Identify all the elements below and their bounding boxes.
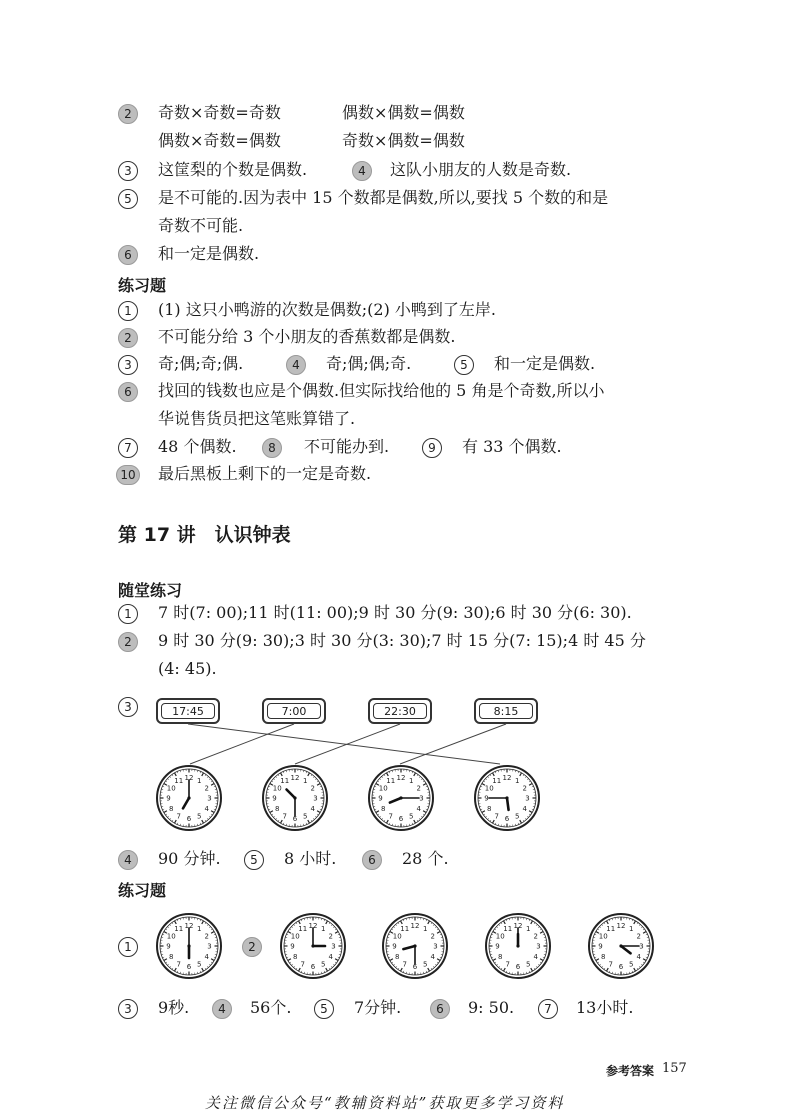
clock-numeral: 10 [392,932,402,941]
clock-numeral: 9 [598,942,603,951]
clock-numeral: 9 [392,942,397,951]
clock-numeral: 2 [328,932,333,941]
q2-line2b: 奇数×偶数=偶数 [342,131,465,150]
digital-clock-2-time: 7:00 [267,703,321,719]
q4-text: 这队小朋友的人数是奇数. [390,160,572,179]
clock-numeral: 8 [169,952,174,961]
p2-q5-number: 5 [314,999,334,1019]
clock-numeral: 10 [378,784,388,793]
c-q2-line1: 9 时 30 分(9: 30);3 时 30 分(3: 30);7 时 15 分(7: 15);4 时 45 分 [158,631,646,650]
p2-q1-number: 1 [118,937,138,957]
clock-numeral: 2 [636,932,641,941]
clock-numeral: 11 [280,776,290,785]
q2-number: 2 [118,104,138,124]
clock-numeral: 6 [398,815,404,824]
clock-numeral: 9 [166,942,171,951]
c-q1-number: 1 [118,604,138,624]
clock-numeral: 12 [396,774,406,783]
p2-q6-text: 9: 50. [468,998,515,1017]
clock-numeral: 5 [197,812,202,821]
clock-center [619,944,622,947]
clock-numeral: 11 [492,776,502,785]
footer-banner: 关注微信公众号“教辅资料站”获取更多学习资料 [205,1094,565,1112]
clock-numeral: 3 [639,942,644,951]
footer-section-label: 参考答案 [606,1064,655,1078]
chapter-title: 第 17 讲 认识钟表 [118,524,291,546]
clock-numeral: 2 [204,784,209,793]
clock-center [293,796,296,799]
clock-numeral: 12 [184,922,194,931]
hour-hand [507,798,509,810]
p1-q7-text: 48 个偶数. [158,437,237,456]
match-line-3 [295,724,400,764]
clock-center [187,796,190,799]
clock-numeral: 3 [331,942,336,951]
p1-q1-number: 1 [118,301,138,321]
clock-numeral: 2 [533,932,538,941]
p2-q4-number: 4 [212,999,232,1019]
clock-numeral: 3 [536,942,541,951]
p2-q2-number: 2 [242,937,262,957]
p1-q2-number: 2 [118,328,138,348]
q5-line2: 奇数不可能. [158,216,244,235]
clock-numeral: 6 [310,963,316,972]
clock-numeral: 1 [197,776,202,785]
p1-q8-text: 不可能办到. [304,437,390,456]
clock-numeral: 2 [430,932,435,941]
p1-q3-text: 奇;偶;奇;偶. [158,354,244,373]
q5-number: 5 [118,189,138,209]
p1-q9-text: 有 33 个偶数. [462,437,562,456]
clock-numeral: 10 [272,784,282,793]
q2-line1b: 偶数×偶数=偶数 [342,103,465,122]
clock-numeral: 8 [395,952,400,961]
clock-numeral: 10 [484,784,494,793]
digital-clock-1-time: 17:45 [161,703,215,719]
p1-q9-number: 9 [422,438,442,458]
c-q6-number: 6 [362,850,382,870]
clock-center [399,796,402,799]
analog-clock-8-30 [381,912,449,980]
q3-number: 3 [118,161,138,181]
clock-numeral: 8 [293,952,298,961]
analog-clock-5-45 [473,764,541,832]
clock-numeral: 11 [174,924,184,933]
q3-text: 这筐梨的个数是偶数. [158,160,308,179]
digital-clock-3-time: 22:30 [373,703,427,719]
clock-numeral: 1 [526,924,531,933]
analog-clock-7-00 [155,764,223,832]
clock-numeral: 5 [526,960,531,969]
clock-numeral: 9 [484,794,489,803]
clock-numeral: 1 [409,776,414,785]
clock-numeral: 12 [184,774,194,783]
c-q2-number: 2 [118,632,138,652]
page-number: 157 [662,1061,687,1076]
clock-numeral: 9 [272,794,277,803]
clock-numeral: 11 [606,924,616,933]
clock-numeral: 8 [169,804,174,813]
p1-q7-number: 7 [118,438,138,458]
clock-numeral: 4 [310,804,315,813]
p2-q6-number: 6 [430,999,450,1019]
clock-numeral: 9 [378,794,383,803]
clock-numeral: 12 [502,774,512,783]
clock-numeral: 12 [616,922,626,931]
clock-numeral: 9 [290,942,295,951]
p1-q5-number: 5 [454,355,474,375]
clock-center [516,944,519,947]
clock-numeral: 1 [423,924,428,933]
clock-numeral: 10 [166,932,176,941]
analog-clock-3-00 [279,912,347,980]
clock-numeral: 11 [400,924,410,933]
clock-numeral: 2 [416,784,421,793]
clock-numeral: 5 [515,812,520,821]
clock-numeral: 4 [533,952,538,961]
clock-numeral: 10 [495,932,505,941]
p1-q10-number: 10 [116,465,140,485]
clock-numeral: 4 [204,952,209,961]
clock-numeral: 4 [328,952,333,961]
practice-heading-2: 练习题 [118,881,167,900]
c-q4-text: 90 分钟. [158,849,221,868]
analog-clock-4-15 [587,912,655,980]
clock-numeral: 1 [197,924,202,933]
clock-numeral: 5 [321,960,326,969]
clock-numeral: 4 [204,804,209,813]
clock-numeral: 2 [522,784,527,793]
c-q5-text: 8 小时. [284,849,337,868]
match-line-2 [190,724,294,764]
clock-numeral: 1 [321,924,326,933]
c-q6-text: 28 个. [402,849,449,868]
clock-numeral: 3 [525,794,530,803]
clock-numeral: 7 [282,812,287,821]
p1-q4-number: 4 [286,355,306,375]
clock-numeral: 2 [310,784,315,793]
clock-numeral: 8 [487,804,492,813]
p2-q3-number: 3 [118,999,138,1019]
clock-numeral: 5 [303,812,308,821]
p1-q5-text: 和一定是偶数. [494,354,596,373]
analog-clock-8-15 [367,764,435,832]
clock-numeral: 8 [275,804,280,813]
clock-numeral: 6 [504,815,510,824]
clock-numeral: 7 [505,960,510,969]
clock-numeral: 9 [495,942,500,951]
clock-numeral: 6 [515,963,521,972]
q5-line1: 是不可能的.因为表中 15 个数都是偶数,所以,要找 5 个数的和是 [158,188,609,207]
analog-clock-6-00 [155,912,223,980]
q4-number: 4 [352,161,372,181]
clock-numeral: 7 [388,812,393,821]
p1-q2-text: 不可能分给 3 个小朋友的香蕉数都是偶数. [158,327,456,346]
clock-numeral: 12 [308,922,318,931]
c-q5-number: 5 [244,850,264,870]
clock-numeral: 5 [629,960,634,969]
clock-numeral: 3 [433,942,438,951]
p1-q10-text: 最后黑板上剩下的一定是奇数. [158,464,372,483]
clock-numeral: 12 [410,922,420,931]
p1-q4-text: 奇;偶;偶;奇. [326,354,412,373]
clock-numeral: 8 [498,952,503,961]
clock-numeral: 11 [174,776,184,785]
clock-numeral: 1 [629,924,634,933]
clock-numeral: 6 [618,963,624,972]
clock-numeral: 4 [522,804,527,813]
clock-numeral: 11 [298,924,308,933]
digital-clock-4-time: 8:15 [479,703,533,719]
p1-q6-number: 6 [118,382,138,402]
analog-clock-10-30 [261,764,329,832]
clock-numeral: 10 [290,932,300,941]
p1-q3-number: 3 [118,355,138,375]
q6-number: 6 [118,245,138,265]
clock-numeral: 1 [515,776,520,785]
clock-numeral: 10 [166,784,176,793]
p1-q6-line1: 找回的钱数也应是个偶数.但实际找给他的 5 角是个奇数,所以小 [158,381,605,400]
clock-numeral: 3 [207,942,212,951]
clock-numeral: 5 [197,960,202,969]
clock-center [311,944,314,947]
clock-numeral: 6 [186,815,192,824]
q2-line1a: 奇数×奇数=奇数 [158,103,281,122]
practice-heading-1: 练习题 [118,276,167,295]
c-q1-text: 7 时(7: 00);11 时(11: 00);9 时 30 分(9: 30);6 时 30 分(6: 30). [158,603,632,622]
clock-numeral: 3 [313,794,318,803]
clock-numeral: 11 [503,924,513,933]
p2-q7-text: 13小时. [576,998,634,1017]
clock-numeral: 12 [290,774,300,783]
clock-numeral: 4 [430,952,435,961]
clock-numeral: 6 [292,815,298,824]
clock-center [505,796,508,799]
analog-clock-12-00 [484,912,552,980]
clock-numeral: 8 [601,952,606,961]
clock-numeral: 3 [419,794,424,803]
clock-numeral: 5 [409,812,414,821]
clock-numeral: 1 [303,776,308,785]
clock-numeral: 8 [381,804,386,813]
clock-numeral: 7 [300,960,305,969]
clock-numeral: 4 [416,804,421,813]
c-q2-line2: (4: 45). [158,659,217,678]
clock-numeral: 9 [166,794,171,803]
classwork-heading: 随堂练习 [118,581,183,600]
q6-text: 和一定是偶数. [158,244,260,263]
p2-q5-text: 7分钟. [354,998,402,1017]
clock-numeral: 2 [204,932,209,941]
clock-numeral: 7 [608,960,613,969]
clock-numeral: 5 [423,960,428,969]
c-q3-number: 3 [118,697,138,717]
clock-numeral: 6 [412,963,418,972]
clock-center [413,944,416,947]
clock-numeral: 11 [386,776,396,785]
q2-line2a: 偶数×奇数=偶数 [158,131,281,150]
clock-numeral: 10 [598,932,608,941]
clock-numeral: 7 [402,960,407,969]
c-q4-number: 4 [118,850,138,870]
clock-numeral: 7 [176,812,181,821]
p1-q1-text: (1) 这只小鸭游的次数是偶数;(2) 小鸭到了左岸. [158,300,496,319]
p2-q7-number: 7 [538,999,558,1019]
clock-center [187,944,190,947]
clock-numeral: 12 [513,922,523,931]
clock-numeral: 3 [207,794,212,803]
p1-q6-line2: 华说售货员把这笔账算错了. [158,409,356,428]
p2-q4-text: 56个. [250,998,292,1017]
clock-numeral: 6 [186,963,192,972]
clock-numeral: 7 [176,960,181,969]
clock-numeral: 7 [494,812,499,821]
p2-q3-text: 9秒. [158,998,190,1017]
p1-q8-number: 8 [262,438,282,458]
clock-numeral: 4 [636,952,641,961]
